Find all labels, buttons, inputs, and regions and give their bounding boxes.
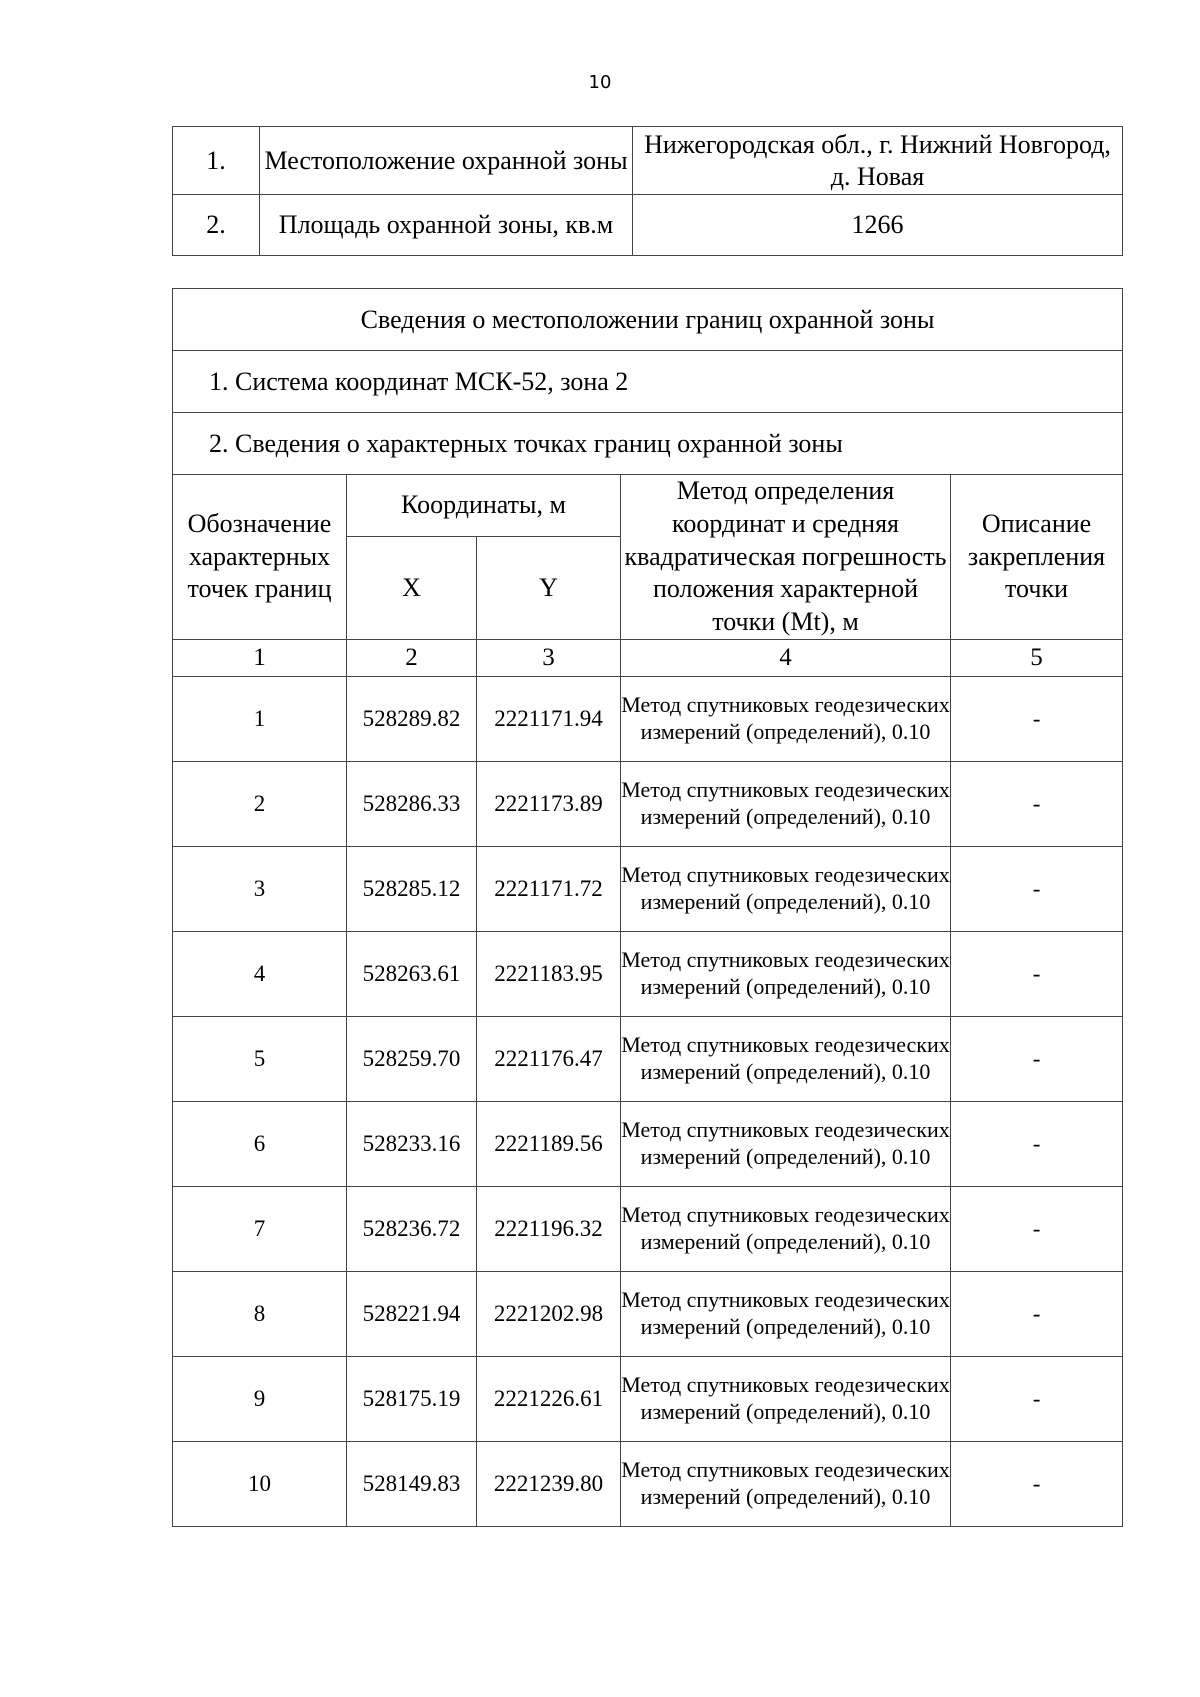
table-row: [173, 931, 1123, 1016]
point-x: 528233.16: [347, 1101, 477, 1186]
point-description: -: [951, 1356, 1123, 1441]
zone-location-value: Нижегородская обл., г. Нижний Новгород, д. Новая: [633, 127, 1123, 195]
points-section-title: 2. Сведения о характерных точках границ охранной зоны: [173, 413, 1123, 475]
point-x: 528236.72: [347, 1186, 477, 1271]
point-description: -: [951, 931, 1123, 1016]
point-method: Метод спутниковых геодезических измерений (определений), 0.10: [621, 1441, 951, 1526]
point-id: 7: [173, 1186, 347, 1271]
point-description: -: [951, 676, 1123, 761]
point-id: 10: [173, 1441, 347, 1526]
point-x: 528221.94: [347, 1271, 477, 1356]
point-method: Метод спутниковых геодезических измерений (определений), 0.10: [621, 1016, 951, 1101]
zone-info-row: [173, 127, 1123, 195]
point-method: Метод спутниковых геодезических измерений (определений), 0.10: [621, 676, 951, 761]
zone-info-row: [173, 195, 1123, 256]
point-description: -: [951, 761, 1123, 846]
point-x: 528289.82: [347, 676, 477, 761]
point-x: 528175.19: [347, 1356, 477, 1441]
table-row: [173, 1101, 1123, 1186]
section-title: Сведения о местоположении границ охранной зоны: [173, 289, 1123, 351]
column-number: 4: [621, 639, 951, 676]
point-method: Метод спутниковых геодезических измерений (определений), 0.10: [621, 1356, 951, 1441]
table-row: [173, 761, 1123, 846]
point-y: 2221189.56: [477, 1101, 621, 1186]
point-y: 2221171.72: [477, 846, 621, 931]
header-description: Описание закрепления точки: [951, 475, 1123, 640]
point-id: 9: [173, 1356, 347, 1441]
coordinate-system: 1. Система координат МСК-52, зона 2: [173, 351, 1123, 413]
header-y: Y: [477, 537, 621, 639]
table-row: [173, 1441, 1123, 1526]
header-designation: Обозначение характерных точек границ: [173, 475, 347, 640]
header-coordinates: Координаты, м: [347, 475, 621, 537]
point-x: 528286.33: [347, 761, 477, 846]
column-number: 3: [477, 639, 621, 676]
point-y: 2221202.98: [477, 1271, 621, 1356]
point-id: 3: [173, 846, 347, 931]
page-number: 10: [588, 72, 612, 93]
point-x: 528149.83: [347, 1441, 477, 1526]
point-y: 2221196.32: [477, 1186, 621, 1271]
row-number: 2.: [173, 195, 260, 256]
point-id: 2: [173, 761, 347, 846]
point-method: Метод спутниковых геодезических измерений (определений), 0.10: [621, 846, 951, 931]
point-y: 2221176.47: [477, 1016, 621, 1101]
point-method: Метод спутниковых геодезических измерений (определений), 0.10: [621, 1186, 951, 1271]
point-y: 2221183.95: [477, 931, 621, 1016]
zone-area-label: Площадь охранной зоны, кв.м: [260, 195, 633, 256]
header-x: X: [347, 537, 477, 639]
table-row: [173, 1016, 1123, 1101]
point-id: 6: [173, 1101, 347, 1186]
point-x: 528259.70: [347, 1016, 477, 1101]
point-description: -: [951, 1016, 1123, 1101]
table-row: [173, 846, 1123, 931]
column-number: 2: [347, 639, 477, 676]
point-x: 528263.61: [347, 931, 477, 1016]
point-method: Метод спутниковых геодезических измерений (определений), 0.10: [621, 1101, 951, 1186]
header-method: Метод определения координат и средняя квадратическая погрешность положения характерной точки (Mt), м: [621, 475, 951, 640]
point-y: 2221239.80: [477, 1441, 621, 1526]
table-row: [173, 676, 1123, 761]
boundary-points-table: [172, 288, 1123, 1527]
table-row: [173, 1271, 1123, 1356]
zone-location-label: Местоположение охранной зоны: [260, 127, 633, 195]
point-description: -: [951, 1271, 1123, 1356]
point-description: -: [951, 1101, 1123, 1186]
table-row: [173, 1186, 1123, 1271]
row-number: 1.: [173, 127, 260, 195]
point-id: 8: [173, 1271, 347, 1356]
zone-area-value: 1266: [633, 195, 1123, 256]
point-id: 1: [173, 676, 347, 761]
point-method: Метод спутниковых геодезических измерений (определений), 0.10: [621, 761, 951, 846]
point-x: 528285.12: [347, 846, 477, 931]
point-method: Метод спутниковых геодезических измерений (определений), 0.10: [621, 1271, 951, 1356]
point-description: -: [951, 1441, 1123, 1526]
point-y: 2221226.61: [477, 1356, 621, 1441]
column-number: 1: [173, 639, 347, 676]
zone-info-table: [172, 126, 1123, 256]
table-row: [173, 1356, 1123, 1441]
point-y: 2221173.89: [477, 761, 621, 846]
column-number: 5: [951, 639, 1123, 676]
point-description: -: [951, 1186, 1123, 1271]
point-description: -: [951, 846, 1123, 931]
point-id: 5: [173, 1016, 347, 1101]
point-id: 4: [173, 931, 347, 1016]
point-method: Метод спутниковых геодезических измерений (определений), 0.10: [621, 931, 951, 1016]
point-y: 2221171.94: [477, 676, 621, 761]
